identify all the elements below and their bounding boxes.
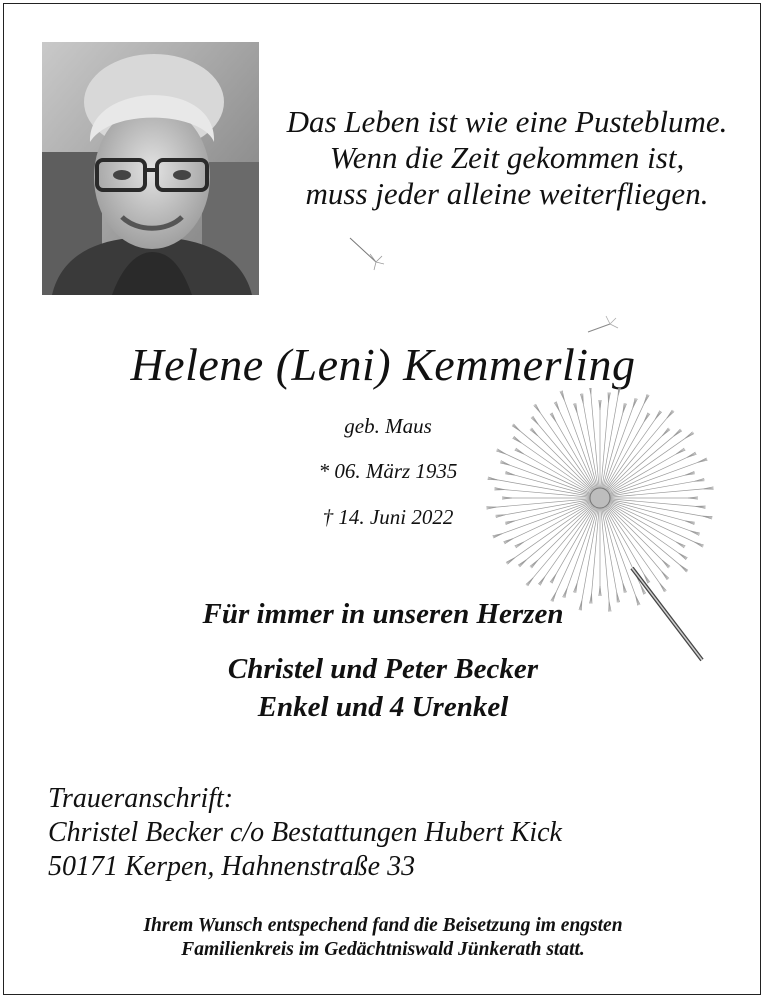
birth-name: geb. Maus — [344, 414, 432, 438]
note-line: Ihrem Wunsch entspechend fand die Beisetzung im engsten — [143, 915, 623, 936]
address-line: Christel Becker c/o Bestattungen Hubert Kick — [48, 817, 562, 848]
poem — [262, 104, 752, 212]
birth-date: * 06. März 1935 — [318, 459, 458, 483]
portrait-photo — [42, 42, 259, 295]
death-date: † 14. Juni 2022 — [322, 505, 454, 529]
poem-line: Das Leben ist wie eine Pusteblume. — [286, 104, 728, 139]
deceased-name: Helene (Leni) Kemmerling — [130, 339, 636, 390]
poem-line: Wenn die Zeit gekommen ist, — [329, 140, 685, 175]
burial-note — [0, 914, 766, 962]
address-line: 50171 Kerpen, Hahnenstraße 33 — [48, 851, 416, 882]
motto: Für immer in unseren Herzen — [202, 598, 564, 630]
family-line: Enkel und 4 Urenkel — [257, 691, 509, 723]
poem-line: muss jeder alleine weiterfliegen. — [305, 176, 709, 211]
dandelion-seed-icon — [340, 232, 390, 272]
family-line: Christel und Peter Becker — [227, 653, 539, 685]
address-heading: Traueranschrift: — [48, 783, 234, 814]
mourning-address — [48, 782, 688, 884]
note-line: Familienkreis im Gedächtniswald Jünkerath statt. — [181, 939, 585, 960]
